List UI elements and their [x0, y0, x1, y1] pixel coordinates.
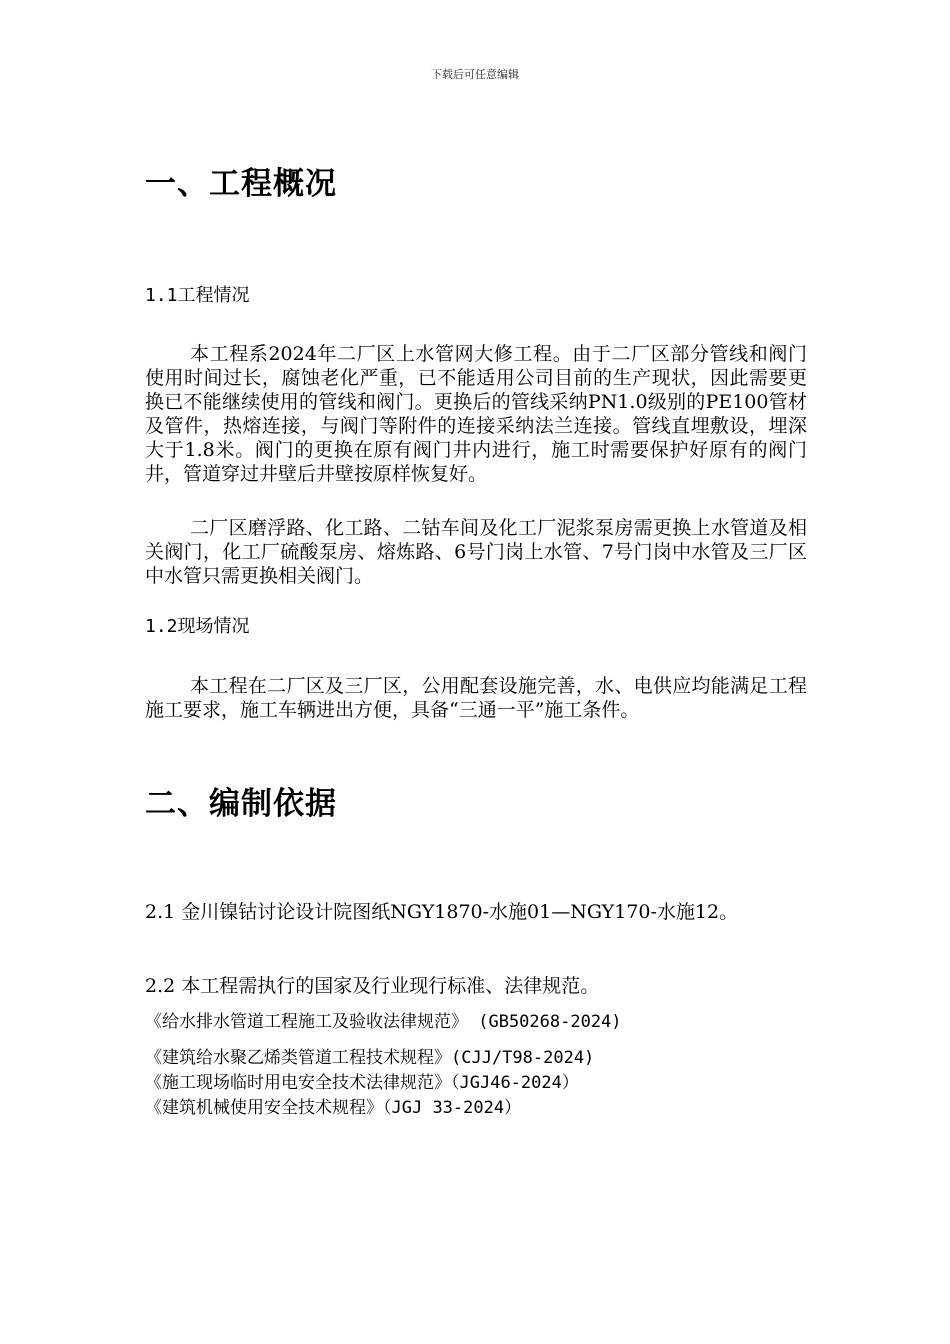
standard-item: 《建筑机械使用安全技术规程》（JGJ 33-2024）: [145, 1098, 522, 1118]
subsection-1-1-title: 1.1工程情况: [145, 285, 250, 306]
standard-item: 《建筑给水聚乙烯类管道工程技术规程》(CJJ/T98-2024): [145, 1048, 595, 1068]
paragraph-project-overview: 本工程系2024年二厂区上水管网大修工程。由于二厂区部分管线和阀门使用时间过长，腐蚀老化严重，已不能适用公司目前的生产现状，因此需要更换已不能继续使用的管线和阀门。更换后的管线采纳PN1.0级别的PE100管材及管件，热熔连接，与阀门等附件的连接采纳法兰连接。管线直埋敷设，埋深大于1.8米。阀门的更换在原有阀门井内进行，施工时需要保护好原有的阀门井，管道穿过井壁后井壁按原样恢复好。: [145, 343, 807, 485]
subsection-1-2-title: 1.2现场情况: [145, 616, 250, 637]
paragraph-pipe-scope: 二厂区磨浮路、化工路、二钴车间及化工厂泥浆泵房需更换上水管道及相关阀门，化工厂硫酸泵房、熔炼路、6号门岗上水管、7号门岗中水管及三厂区中水管只需更换相关阀门。: [145, 517, 807, 587]
section-1-title: 一、工程概况: [145, 166, 337, 202]
basis-item-2-1: 2.1 金川镍钴讨论设计院图纸NGY1870-水施01—NGY170-水施12。: [145, 901, 739, 923]
section-2-title: 二、编制依据: [145, 786, 337, 822]
basis-item-2-2: 2.2 本工程需执行的国家及行业现行标准、法律规范。: [145, 975, 600, 997]
paragraph-site-conditions: 本工程在二厂区及三厂区，公用配套设施完善，水、电供应均能满足工程施工要求，施工车辆进出方便，具备“三通一平”施工条件。: [145, 675, 807, 721]
standard-item: 《施工现场临时用电安全技术法律规范》（JGJ46-2024）: [145, 1073, 579, 1093]
page-header: 下载后可任意编辑: [431, 68, 519, 81]
standard-item: 《给水排水管道工程施工及验收法律规范》 (GB50268-2024): [145, 1012, 622, 1032]
